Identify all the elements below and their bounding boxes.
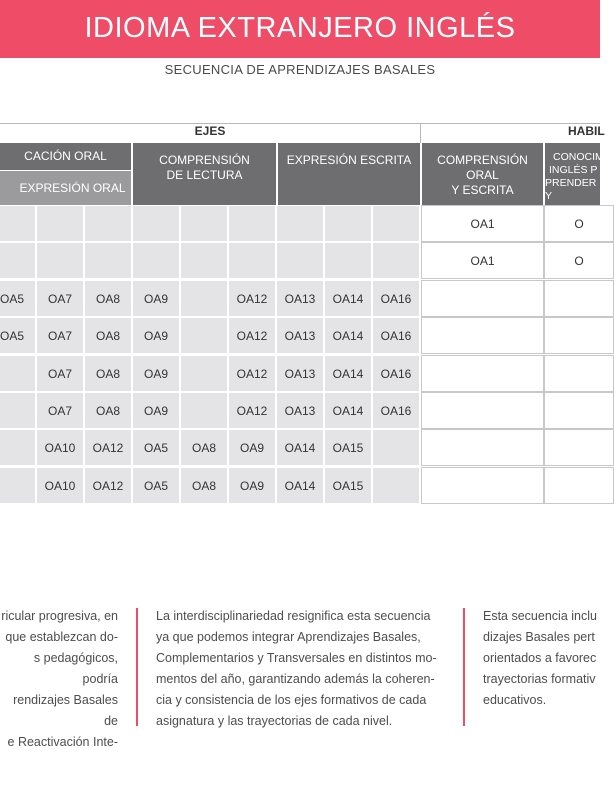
table-cell: OA7 (36, 317, 84, 354)
table-cell: OA9 (228, 467, 276, 504)
table-cell (544, 429, 614, 466)
table-cell (228, 242, 276, 279)
paragraph-line: que establezcan do- (5, 630, 118, 644)
table-cell: OA5 (0, 317, 36, 354)
paragraph-line: Esta secuencia inclu (483, 609, 597, 623)
table-cell: OA5 (132, 467, 180, 504)
table-cell: OA12 (84, 467, 132, 504)
table-cell (0, 467, 36, 504)
table-cell: OA10 (36, 467, 84, 504)
table-cell (132, 205, 180, 242)
table-cell: OA7 (36, 392, 84, 429)
table-cell (180, 317, 228, 354)
paragraph-line: s pedagógicos, podría (33, 651, 118, 686)
header-expresion-oral: EXPRESIÓN ORAL (0, 171, 131, 205)
table-cell: OA7 (36, 355, 84, 392)
table-cell: OA1 (421, 205, 544, 242)
table-cell (544, 317, 614, 354)
table-cell: OA5 (0, 280, 36, 317)
header-expresion-escrita: EXPRESIÓN ESCRITA (278, 143, 420, 205)
header-conocimiento: CONOCIM INGLÉS P PRENDER Y (545, 143, 600, 205)
table-cell: OA16 (372, 280, 420, 317)
table-cell (544, 280, 614, 317)
table-cell: OA9 (132, 317, 180, 354)
table-cell (84, 242, 132, 279)
paragraph-line: orientados a favorec (483, 651, 597, 665)
table-cell: OA8 (84, 317, 132, 354)
ejes-top-rule (0, 123, 420, 124)
table-cell (544, 392, 614, 429)
table-cell (0, 205, 36, 242)
table-cell (276, 242, 324, 279)
paragraph-line: educativos. (483, 693, 547, 707)
table-cell: OA15 (324, 467, 372, 504)
header-comunicacion-oral: CACIÓN ORAL (0, 143, 131, 170)
section-divider (420, 123, 421, 143)
table-cell: OA8 (84, 392, 132, 429)
paragraph-line: trayectorias formativ (483, 672, 596, 686)
table-cell (0, 355, 36, 392)
table-cell (0, 392, 36, 429)
table-cell: OA5 (132, 429, 180, 466)
paragraph-divider-2 (463, 608, 465, 726)
paragraph-line: La interdisciplinariedad resignifica esta secuencia (156, 609, 431, 623)
paragraph-line: asignatura y las trayectorias de cada nivel. (156, 714, 393, 728)
table-cell: OA15 (324, 429, 372, 466)
habilidades-top-rule (421, 123, 600, 124)
table-cell (372, 242, 420, 279)
table-cell: OA12 (228, 392, 276, 429)
table-cell: OA12 (84, 429, 132, 466)
page-title: IDIOMA EXTRANJERO INGLÉS (84, 12, 516, 44)
table-cell (372, 429, 420, 466)
table-cell: OA13 (276, 355, 324, 392)
table-cell (36, 242, 84, 279)
paragraph-line: e Reactivación Inte- (7, 735, 118, 749)
paragraph-line: rendizajes Basales de (13, 693, 118, 728)
table-cell: OA14 (324, 280, 372, 317)
table-cell (421, 355, 544, 392)
table-cell (324, 205, 372, 242)
table-cell: OA14 (324, 392, 372, 429)
paragraph-col2 (156, 606, 448, 732)
table-cell (180, 242, 228, 279)
page-subtitle: SECUENCIA DE APRENDIZAJES BASALES (164, 62, 436, 77)
table-cell (421, 429, 544, 466)
table-cell (36, 205, 84, 242)
table-cell (84, 205, 132, 242)
table-cell: OA7 (36, 280, 84, 317)
table-cell (228, 205, 276, 242)
table-cell: OA14 (324, 355, 372, 392)
table-cell (0, 242, 36, 279)
table-cell (180, 355, 228, 392)
table-cell: OA9 (132, 280, 180, 317)
table-cell: OA16 (372, 317, 420, 354)
paragraph-line: mentos del año, garantizando además la coheren- (156, 672, 435, 686)
table-cell (421, 467, 544, 504)
table-cell: OA14 (276, 467, 324, 504)
table-cell (372, 467, 420, 504)
table-cell (132, 242, 180, 279)
table-cell: OA10 (36, 429, 84, 466)
paragraph-line: ya que podemos integrar Aprendizajes Basales, (156, 630, 421, 644)
table-cell (180, 392, 228, 429)
table-cell: O (544, 205, 614, 242)
paragraph-line: Complementarios y Transversales en distintos mo- (156, 651, 437, 665)
table-cell: OA12 (228, 317, 276, 354)
table-cell (0, 429, 36, 466)
table-cell: OA14 (276, 429, 324, 466)
table-cell: OA8 (84, 280, 132, 317)
table-cell: OA9 (132, 355, 180, 392)
table-cell (421, 280, 544, 317)
header-comprension-lectura: COMPRENSIÓN DE LECTURA (133, 143, 276, 205)
table-cell: OA8 (180, 429, 228, 466)
ejes-label: EJES (194, 124, 226, 138)
paragraph-col1 (0, 606, 118, 753)
table-cell: OA9 (132, 392, 180, 429)
table-cell: OA16 (372, 355, 420, 392)
table-cell: OA9 (228, 429, 276, 466)
table-cell (544, 467, 614, 504)
table-cell: OA12 (228, 280, 276, 317)
paragraph-divider-1 (136, 608, 138, 726)
table-cell: O (544, 242, 614, 279)
table-cell (324, 242, 372, 279)
table-cell (421, 392, 544, 429)
paragraph-line: ricular progresiva, en (1, 609, 118, 623)
table-cell: OA1 (421, 242, 544, 279)
table-cell (372, 205, 420, 242)
table-cell (180, 205, 228, 242)
table-cell: OA16 (372, 392, 420, 429)
table-cell: OA14 (324, 317, 372, 354)
title-banner (0, 0, 600, 58)
table-cell: OA8 (180, 467, 228, 504)
table-cell: OA13 (276, 317, 324, 354)
table-cell (276, 205, 324, 242)
paragraph-line: cia y consistencia de los ejes formativos de cada (156, 693, 427, 707)
table-cell (180, 280, 228, 317)
habilidades-label: HABIL (568, 124, 605, 138)
table-cell (421, 317, 544, 354)
table-cell: OA8 (84, 355, 132, 392)
table-cell: OA13 (276, 280, 324, 317)
paragraph-line: dizajes Basales pert (483, 630, 595, 644)
header-comprension-oral-escrita: COMPRENSIÓN ORAL Y ESCRITA (422, 143, 543, 205)
table-cell (544, 355, 614, 392)
table-cell: OA12 (228, 355, 276, 392)
table-cell: OA13 (276, 392, 324, 429)
paragraph-col3 (483, 606, 613, 711)
